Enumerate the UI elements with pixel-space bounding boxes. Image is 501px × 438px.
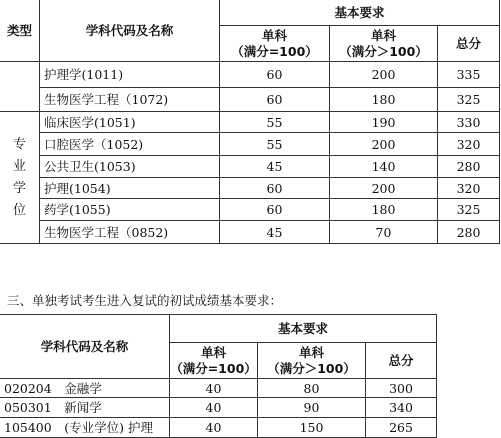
single-100-cell: 60	[220, 88, 330, 112]
subject-cell: 临床医学(1051)	[40, 112, 220, 133]
single-over-100-cell: 180	[330, 199, 438, 221]
header-full-over-100-label: （满分＞100）	[267, 360, 356, 376]
header-single-label: 单科	[200, 344, 226, 360]
score-table-2	[0, 314, 437, 438]
single-over-100-cell: 200	[330, 62, 438, 88]
single-100-cell: 40	[170, 398, 258, 418]
total-cell: 300	[366, 379, 437, 398]
subject-cell: 生物医学工程（0852)	[40, 221, 220, 244]
single-over-100-cell: 150	[258, 418, 366, 438]
table-row	[0, 88, 500, 112]
single-100-cell: 45	[220, 221, 330, 244]
total-cell: 330	[438, 112, 500, 133]
header-basic-requirements: 基本要求	[220, 0, 500, 26]
header-total: 总分	[438, 26, 500, 62]
type-cell-professional	[0, 112, 40, 244]
header-single-label: 单科	[370, 27, 396, 43]
total-cell: 320	[438, 133, 500, 156]
single-over-100-cell: 190	[330, 112, 438, 133]
total-cell: 340	[366, 398, 437, 418]
subject-cell: 020204 金融学	[0, 379, 170, 398]
single-over-100-cell: 90	[258, 398, 366, 418]
single-over-100-cell: 140	[330, 156, 438, 178]
single-100-cell: 40	[170, 379, 258, 398]
header-subject: 学科代码及名称	[0, 315, 170, 379]
section-heading: 三、单独考试考生进入复试的初试成绩基本要求：	[7, 293, 283, 308]
table-row	[0, 199, 500, 221]
total-cell: 265	[366, 418, 437, 438]
single-over-100-cell: 70	[330, 221, 438, 244]
total-cell: 325	[438, 199, 500, 221]
subject-cell: 护理(1054)	[40, 178, 220, 199]
type-label-professional: 专 业 学 位	[12, 136, 26, 218]
header-single-label: 单科	[298, 344, 324, 360]
single-100-cell: 55	[220, 133, 330, 156]
table-row	[0, 112, 500, 133]
single-100-cell: 55	[220, 112, 330, 133]
header-single-label: 单科	[261, 27, 287, 43]
total-cell: 280	[438, 156, 500, 178]
type-cell-academic	[0, 62, 40, 112]
header-type: 类型	[0, 0, 40, 62]
subject-cell: 药学(1055)	[40, 199, 220, 221]
header-single-100	[170, 343, 258, 379]
table-row	[0, 398, 437, 418]
single-over-100-cell: 200	[330, 133, 438, 156]
table-row	[0, 418, 437, 438]
header-full-100-label: （满分=100）	[231, 43, 318, 59]
subject-cell: 公共卫生(1053)	[40, 156, 220, 178]
single-100-cell: 60	[220, 199, 330, 221]
table-row	[0, 156, 500, 178]
header-single-100	[220, 26, 330, 62]
header-single-over-100	[258, 343, 366, 379]
subject-cell: 050301 新闻学	[0, 398, 170, 418]
header-full-100-label: （满分=100）	[170, 360, 257, 376]
total-cell: 325	[438, 88, 500, 112]
table-row	[0, 178, 500, 199]
header-full-over-100-label: （满分＞100）	[339, 43, 428, 59]
single-over-100-cell: 180	[330, 88, 438, 112]
table-row	[0, 379, 437, 398]
single-100-cell: 45	[220, 156, 330, 178]
subject-cell: 口腔医学（1052)	[40, 133, 220, 156]
header-single-over-100	[330, 26, 438, 62]
single-100-cell: 60	[220, 62, 330, 88]
header-total: 总分	[366, 343, 437, 379]
single-100-cell: 40	[170, 418, 258, 438]
subject-cell: 护理学(1011)	[40, 62, 220, 88]
total-cell: 335	[438, 62, 500, 88]
single-over-100-cell: 80	[258, 379, 366, 398]
header-subject: 学科代码及名称	[40, 0, 220, 62]
table-row	[0, 133, 500, 156]
table-row	[0, 221, 500, 244]
total-cell: 320	[438, 178, 500, 199]
single-over-100-cell: 200	[330, 178, 438, 199]
header-basic-requirements: 基本要求	[170, 315, 437, 343]
single-100-cell: 60	[220, 178, 330, 199]
table-row	[0, 62, 500, 88]
subject-cell: 105400 (专业学位) 护理	[0, 418, 170, 438]
subject-cell: 生物医学工程（1072)	[40, 88, 220, 112]
total-cell: 280	[438, 221, 500, 244]
